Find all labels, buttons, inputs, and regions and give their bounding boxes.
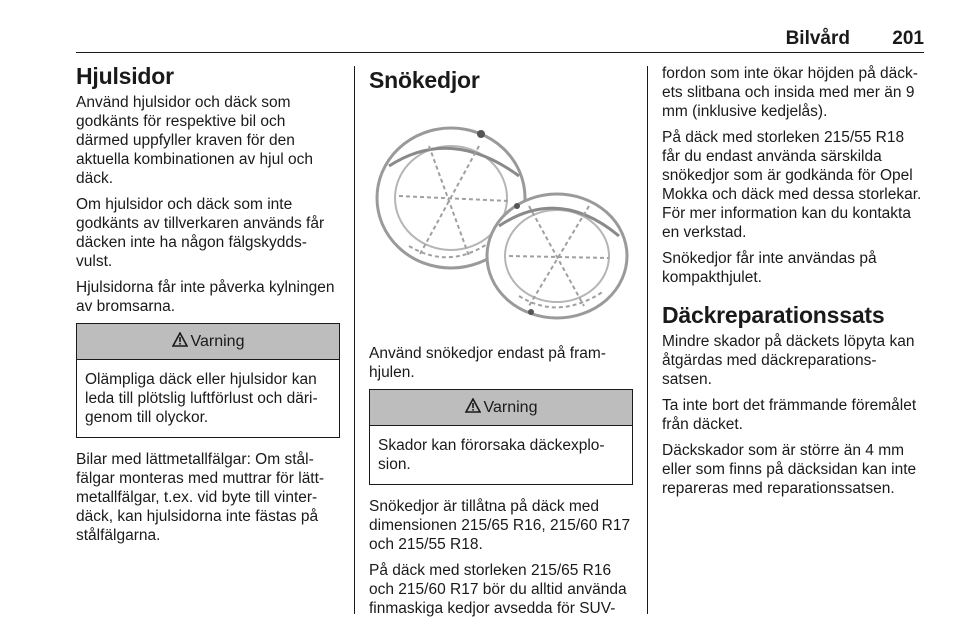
paragraph: Om hjulsidor och däck som inte godkänts av tillverkaren används får däcken inte ha någon fälgskydds-vulst. <box>76 196 325 270</box>
paragraph: Använd snökedjor endast på fram-hjulen. <box>369 345 606 381</box>
snow-chains-illustration <box>369 106 633 326</box>
section-heading: Snökedjor <box>369 67 480 93</box>
section-title: Bilvård <box>785 28 850 49</box>
paragraph: Snökedjor är tillåtna på däck med dimensionen 215/65 R16, 215/60 R17 och 215/55 R18. <box>369 498 631 553</box>
warning-header <box>370 390 632 426</box>
paragraph: På däck med storleken 215/65 R16 och 215/60 R17 bör du alltid använda finmaskiga kedjor avsedda för SUV- <box>369 562 627 617</box>
paragraph: Hjulsidorna får inte påverka kylningen av bromsarna. <box>76 279 335 315</box>
warning-title: Varning <box>483 398 538 416</box>
warning-title: Varning <box>190 332 245 350</box>
column-hjulsidor <box>76 62 340 552</box>
column-snokedjor <box>369 66 633 625</box>
header-rule <box>76 52 924 53</box>
paragraph: Ta inte bort det främmande föremålet från däcket. <box>662 397 917 433</box>
paragraph: Snökedjor får inte användas på kompakthjulet. <box>662 250 877 286</box>
warning-box <box>76 323 340 438</box>
warning-triangle-icon <box>172 332 188 352</box>
paragraph: Mindre skador på däckets löpyta kan åtgärdas med däckreparations-satsen. <box>662 333 915 388</box>
paragraph: fordon som inte ökar höjden på däck-ets slitbana och insida med mer än 9 mm (inklusive kedjelås). <box>662 65 918 120</box>
column-divider <box>354 66 355 614</box>
warning-text: Skador kan förorsaka däckexplo-sion. <box>378 437 605 473</box>
warning-box <box>369 389 633 485</box>
warning-triangle-icon <box>465 398 481 418</box>
paragraph: På däck med storleken 215/55 R18 får du endast använda särskilda snökedjor som är godkända för Opel Mokka och däck med dessa storlekar. För mer information kan du kontakta en verkstad. <box>662 129 922 241</box>
column-divider <box>647 66 648 614</box>
column-continued <box>662 64 926 505</box>
section-heading: Hjulsidor <box>76 63 174 89</box>
paragraph: Däckskador som är större än 4 mm eller som finns på däcksidan kan inte repareras med reparationssatsen. <box>662 442 917 497</box>
warning-text: Olämpliga däck eller hjulsidor kan leda till plötslig luftförlust och däri-genom till olyckor. <box>85 371 318 426</box>
paragraph: Använd hjulsidor och däck som godkänts för respektive bil och därmed uppfyller kraven för den aktuella kombinationen av hjul och däck. <box>76 94 313 187</box>
page-number: 201 <box>892 28 924 49</box>
paragraph: Bilar med lättmetallfälgar: Om stål-fälgar monteras med muttrar för lätt-metallfälgar, t.ex. vid byte till vinter-däck, kan hjulsidorna inte fästas på stålfälgarna. <box>76 451 325 544</box>
warning-header <box>77 324 339 360</box>
section-heading: Däckreparationssats <box>662 302 885 328</box>
